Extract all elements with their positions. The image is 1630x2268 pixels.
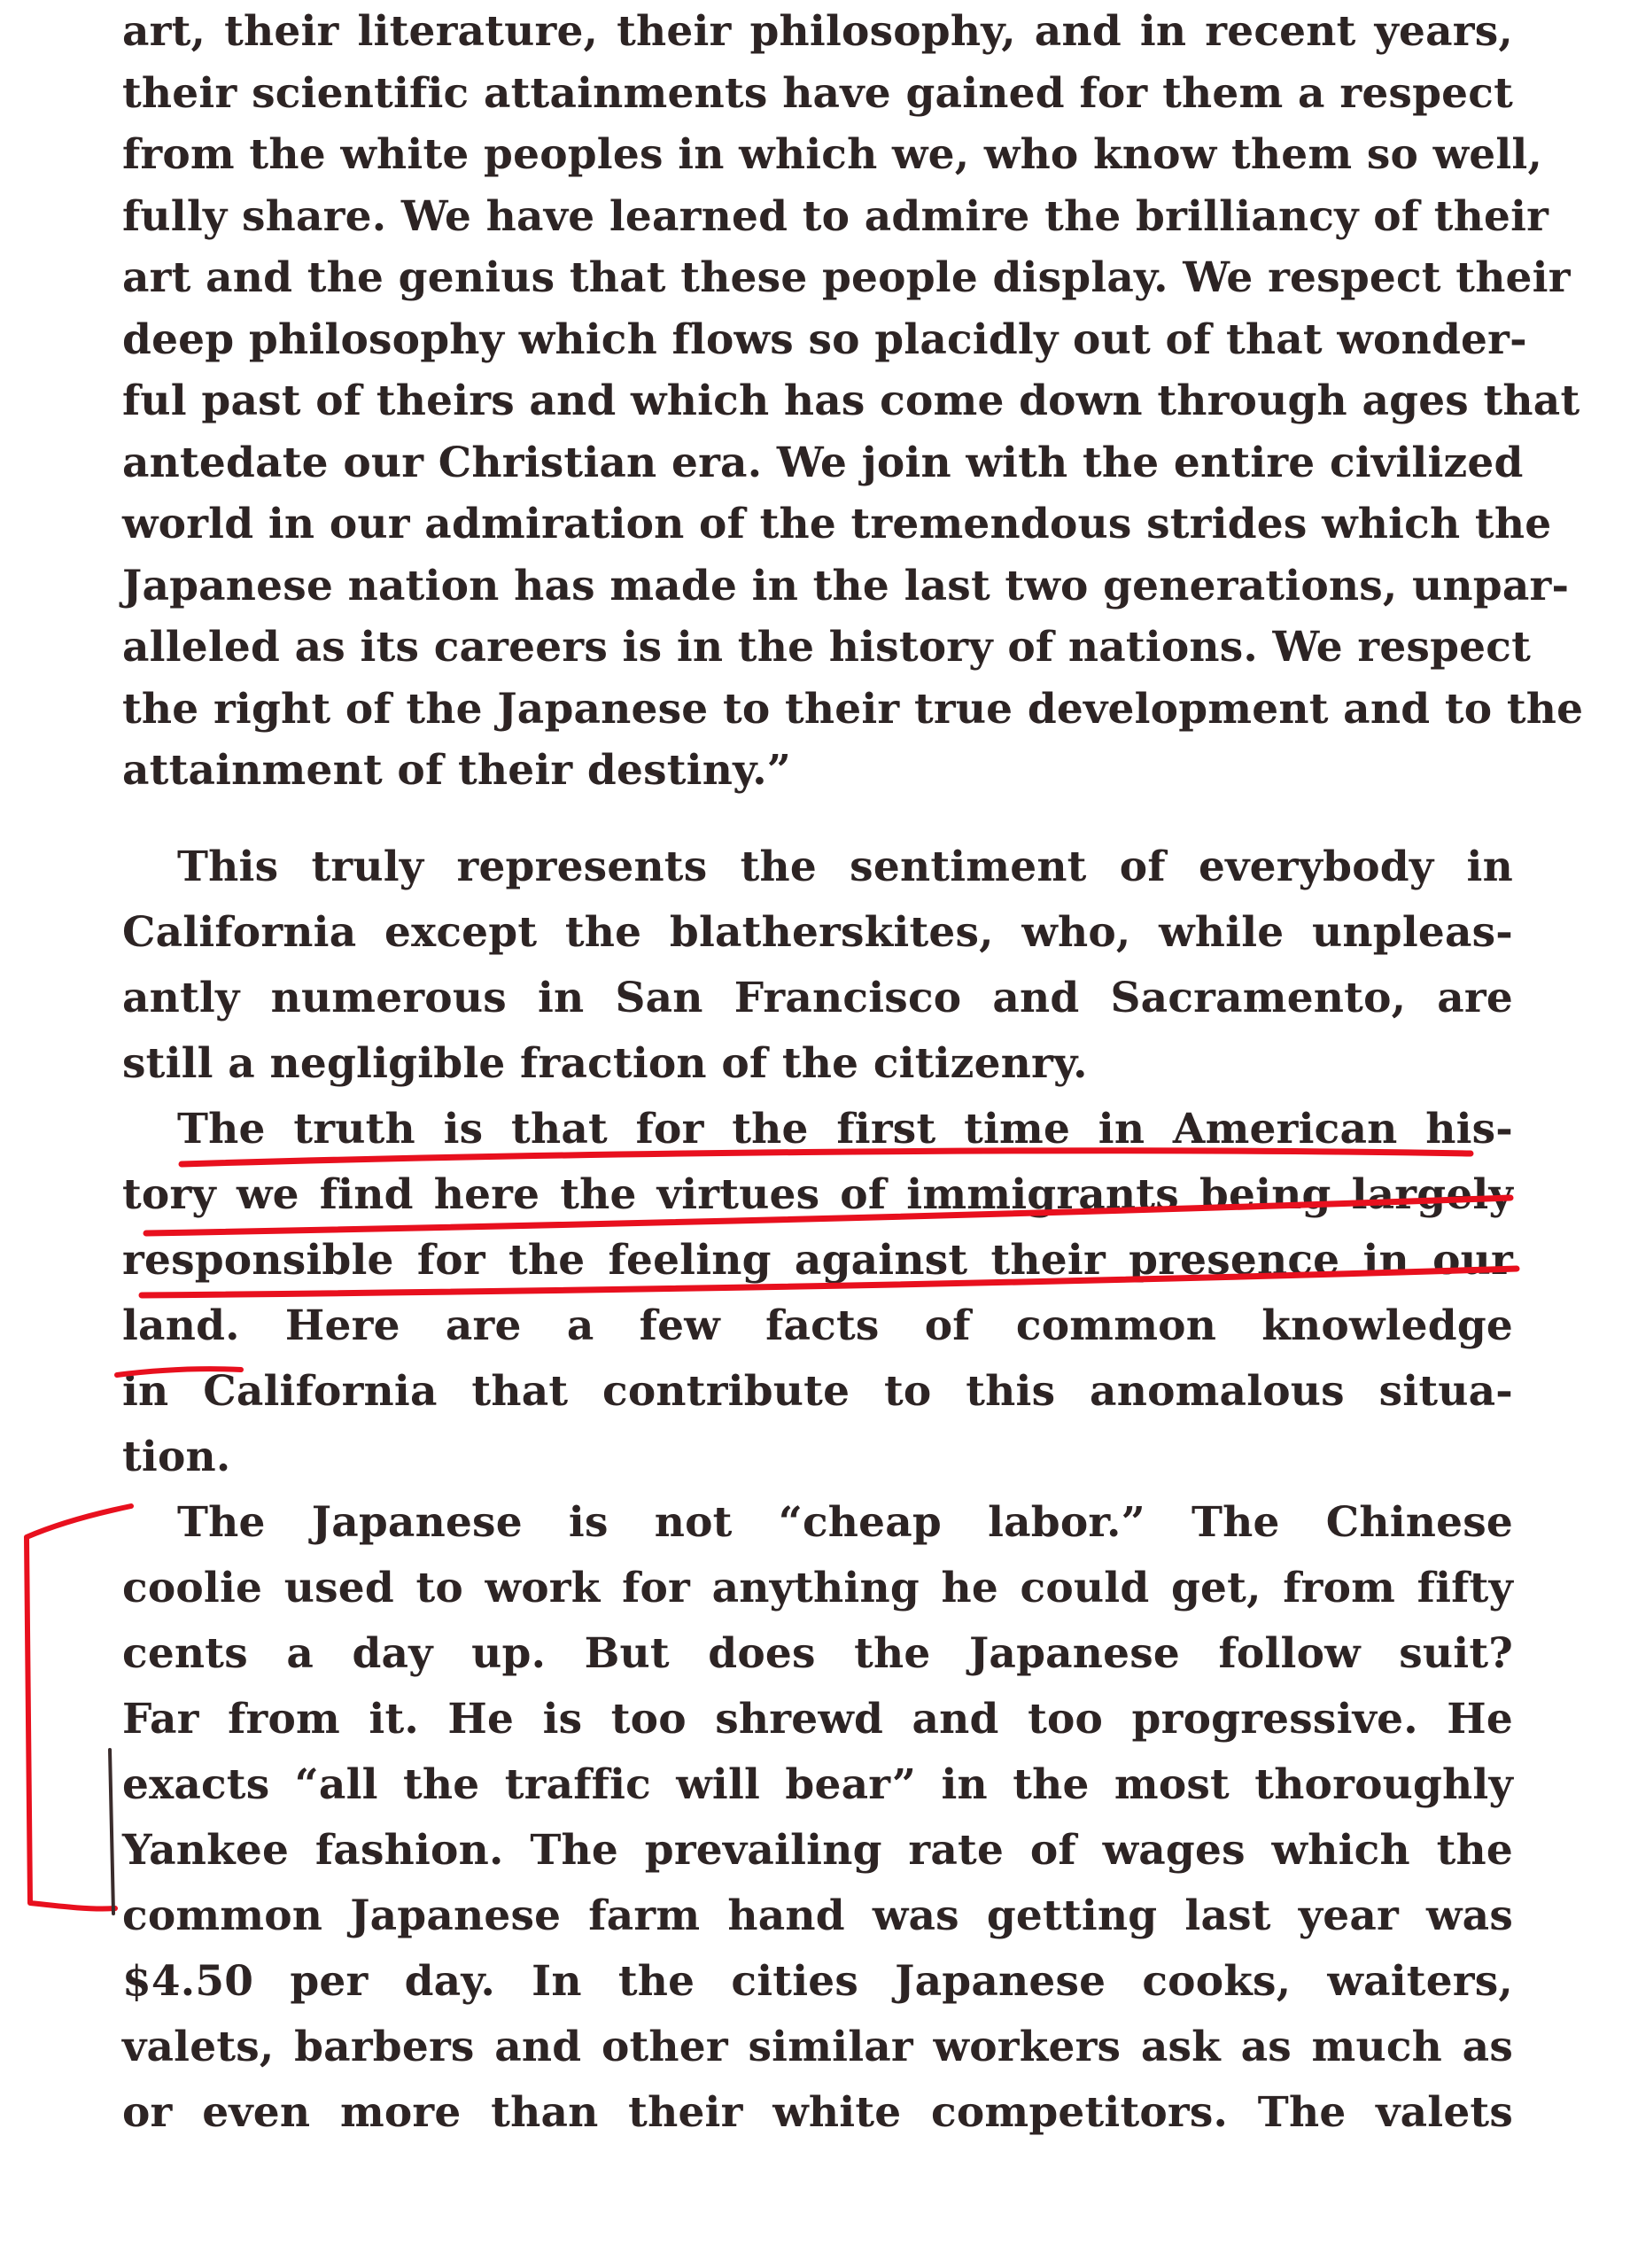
text-line: world in our admiration of the tremendous strides which the <box>122 500 1552 548</box>
text-line: fully share. We have learned to admire the brilliancy of their <box>122 192 1549 241</box>
text-line: exacts “all the traffic will bear” in the most thoroughly <box>122 1760 1513 1809</box>
margin-bracket-tick <box>110 1750 113 1914</box>
text-line: tory we find here the virtues of immigrants being largely <box>122 1170 1513 1219</box>
text-line: still a negligible fraction of the citizenry. <box>122 1039 1088 1088</box>
text-line: antedate our Christian era. We join with the entire civilized <box>122 439 1524 487</box>
text-line: the right of the Japanese to their true development and to the <box>122 685 1584 734</box>
text-line: $4.50 per day. In the cities Japanese cooks, waiters, <box>122 1957 1513 2006</box>
text-line: common Japanese farm hand was getting last year was <box>122 1891 1513 1940</box>
text-line: Japanese nation has made in the last two generations, unpar- <box>122 562 1570 610</box>
margin-bracket <box>27 1506 131 1909</box>
text-line: attainment of their destiny.” <box>122 746 792 795</box>
text-line: tion. <box>122 1433 231 1481</box>
text-line: deep philosophy which flows so placidly out of that wonder- <box>122 315 1527 364</box>
text-line: The Japanese is not “cheap labor.” The Chinese <box>177 1498 1513 1547</box>
text-line: The truth is that for the first time in American his- <box>177 1105 1513 1153</box>
text-line: Far from it. He is too shrewd and too progressive. He <box>122 1695 1513 1744</box>
text-line: valets, barbers and other similar workers ask as much as <box>122 2023 1513 2071</box>
text-line: their scientific attainments have gained for them a respect <box>122 69 1513 118</box>
text-line: antly numerous in San Francisco and Sacramento, are <box>122 974 1513 1022</box>
text-line: alleled as its careers is in the history of nations. We respect <box>122 623 1531 672</box>
text-line: in California that contribute to this anomalous situa- <box>122 1367 1513 1416</box>
text-line: cents a day up. But does the Japanese follow suit? <box>122 1629 1513 1678</box>
text-line: Yankee fashion. The prevailing rate of wages which the <box>122 1826 1513 1875</box>
text-line: land. Here are a few facts of common knowledge <box>122 1301 1513 1350</box>
text-line: ful past of theirs and which has come down through ages that <box>122 377 1580 425</box>
text-line: California except the blatherskites, who, while unpleas- <box>122 908 1513 957</box>
text-line: or even more than their white competitors. The valets <box>122 2088 1513 2137</box>
text-line: responsible for the feeling against their presence in our <box>122 1236 1513 1285</box>
text-line: art, their literature, their philosophy, and in recent years, <box>122 7 1513 56</box>
text-line: This truly represents the sentiment of everybody in <box>177 843 1513 891</box>
text-line: art and the genius that these people display. We respect their <box>122 253 1571 302</box>
text-line: coolie used to work for anything he could get, from fifty <box>122 1564 1513 1612</box>
text-line: from the white peoples in which we, who know them so well, <box>122 130 1543 179</box>
